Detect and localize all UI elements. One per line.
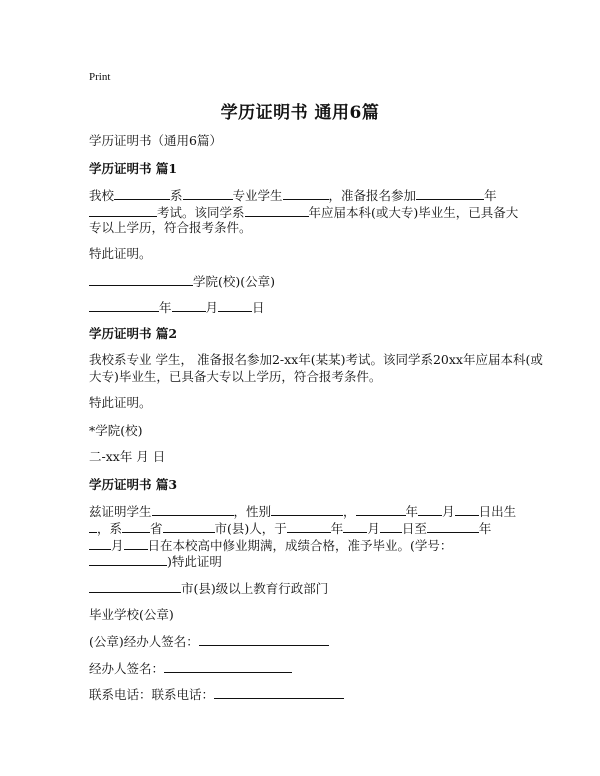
text: 日出生: [478, 504, 517, 519]
section-1-line-3: 专以上学历，符合报考条件。: [89, 220, 252, 235]
blank: [287, 520, 331, 533]
blank: [271, 503, 343, 516]
section-2-seal: *学院(校): [89, 423, 143, 438]
text: ，性别: [233, 504, 272, 519]
text: ，系: [97, 521, 123, 536]
blank: [89, 204, 157, 217]
section-3-line-3: [89, 537, 452, 554]
text: 月: [111, 538, 124, 553]
text: (公章)经办人签名：: [89, 634, 199, 649]
text: 省: [150, 521, 163, 536]
text: 我校: [89, 188, 115, 203]
text: ，: [343, 504, 356, 519]
blank: [218, 299, 252, 312]
blank: [89, 537, 111, 550]
section-3-line-2: [89, 520, 491, 537]
section-3-line-4: [89, 553, 222, 570]
text: 联系电话：联系电话：: [89, 687, 215, 702]
text: 年: [330, 521, 344, 536]
blank: [380, 520, 402, 533]
blank: [172, 299, 206, 312]
blank: [89, 580, 181, 593]
text: 经办人签名：: [89, 661, 165, 676]
blank: [152, 503, 234, 516]
text: 日: [252, 300, 265, 315]
section-3-dept: [89, 580, 328, 597]
blank: [416, 187, 484, 200]
section-3-school: 毕业学校(公章): [89, 607, 174, 622]
section-3-phone: [89, 686, 344, 703]
text: ，准备报名参加: [328, 188, 417, 203]
section-1-line-2: [89, 204, 518, 221]
blank: [89, 553, 167, 566]
blank: [89, 520, 97, 533]
section-3-heading: 学历证明书 篇3: [89, 477, 178, 492]
section-2-date: 二-xx年 月 日: [89, 449, 166, 464]
text: 兹证明学生: [89, 504, 152, 519]
text: 系: [170, 188, 183, 203]
blank: [89, 299, 159, 312]
text: 市(县)人，于: [214, 521, 287, 536]
blank: [183, 187, 233, 200]
section-1-cert: 特此证明。: [89, 246, 152, 261]
text: 市(县)级以上教育行政部门: [181, 581, 329, 596]
document-title: 学历证明书 通用6篇: [220, 103, 380, 123]
blank: [214, 686, 344, 699]
text: 月: [367, 521, 380, 536]
blank: [455, 503, 479, 516]
section-1-heading: 学历证明书 篇1: [89, 161, 178, 176]
section-2-cert: 特此证明。: [89, 395, 152, 410]
blank: [418, 503, 442, 516]
text: 日在本校高中修业期满，成绩合格，准予毕业。(学号：: [147, 538, 453, 553]
blank: [343, 520, 367, 533]
document-subtitle: 学历证明书（通用6篇）: [89, 133, 222, 148]
text: 年: [405, 504, 419, 519]
section-3-line-1: [89, 503, 516, 520]
print-label: Print: [89, 71, 111, 83]
section-1-line-1: [89, 187, 497, 204]
blank: [356, 503, 406, 516]
blank: [89, 273, 193, 286]
blank: [245, 204, 309, 217]
section-2-line-1: 我校系专业 学生， 准备报名参加2-xx年(某某)考试。该同学系20xx年应届本科(或: [89, 352, 543, 367]
text: 考试。该同学系: [157, 205, 245, 220]
text: 月: [442, 504, 455, 519]
text: 月: [205, 300, 219, 315]
text: 专业学生: [232, 188, 283, 203]
blank: [164, 660, 292, 673]
text: )特此证明: [167, 554, 222, 569]
blank: [122, 520, 150, 533]
section-2-line-2: 大专)毕业生，已具备大专以上学历，符合报考条件。: [89, 369, 382, 384]
section-1-date: [89, 299, 265, 316]
section-3-sign-1: [89, 633, 329, 650]
blank: [283, 187, 329, 200]
text: 年: [484, 188, 497, 203]
text: 年: [478, 521, 492, 536]
blank: [163, 520, 215, 533]
blank: [427, 520, 479, 533]
text: 年应届本科(或大专)毕业生，已具备大: [308, 205, 519, 220]
section-2-heading: 学历证明书 篇2: [89, 326, 178, 341]
blank: [124, 537, 148, 550]
section-3-sign-2: [89, 660, 292, 677]
text: 年: [159, 300, 172, 315]
text: 日至: [401, 521, 427, 536]
text: 学院(校)(公章): [193, 274, 276, 289]
blank: [199, 633, 329, 646]
section-1-seal: [89, 273, 275, 290]
blank: [114, 187, 170, 200]
